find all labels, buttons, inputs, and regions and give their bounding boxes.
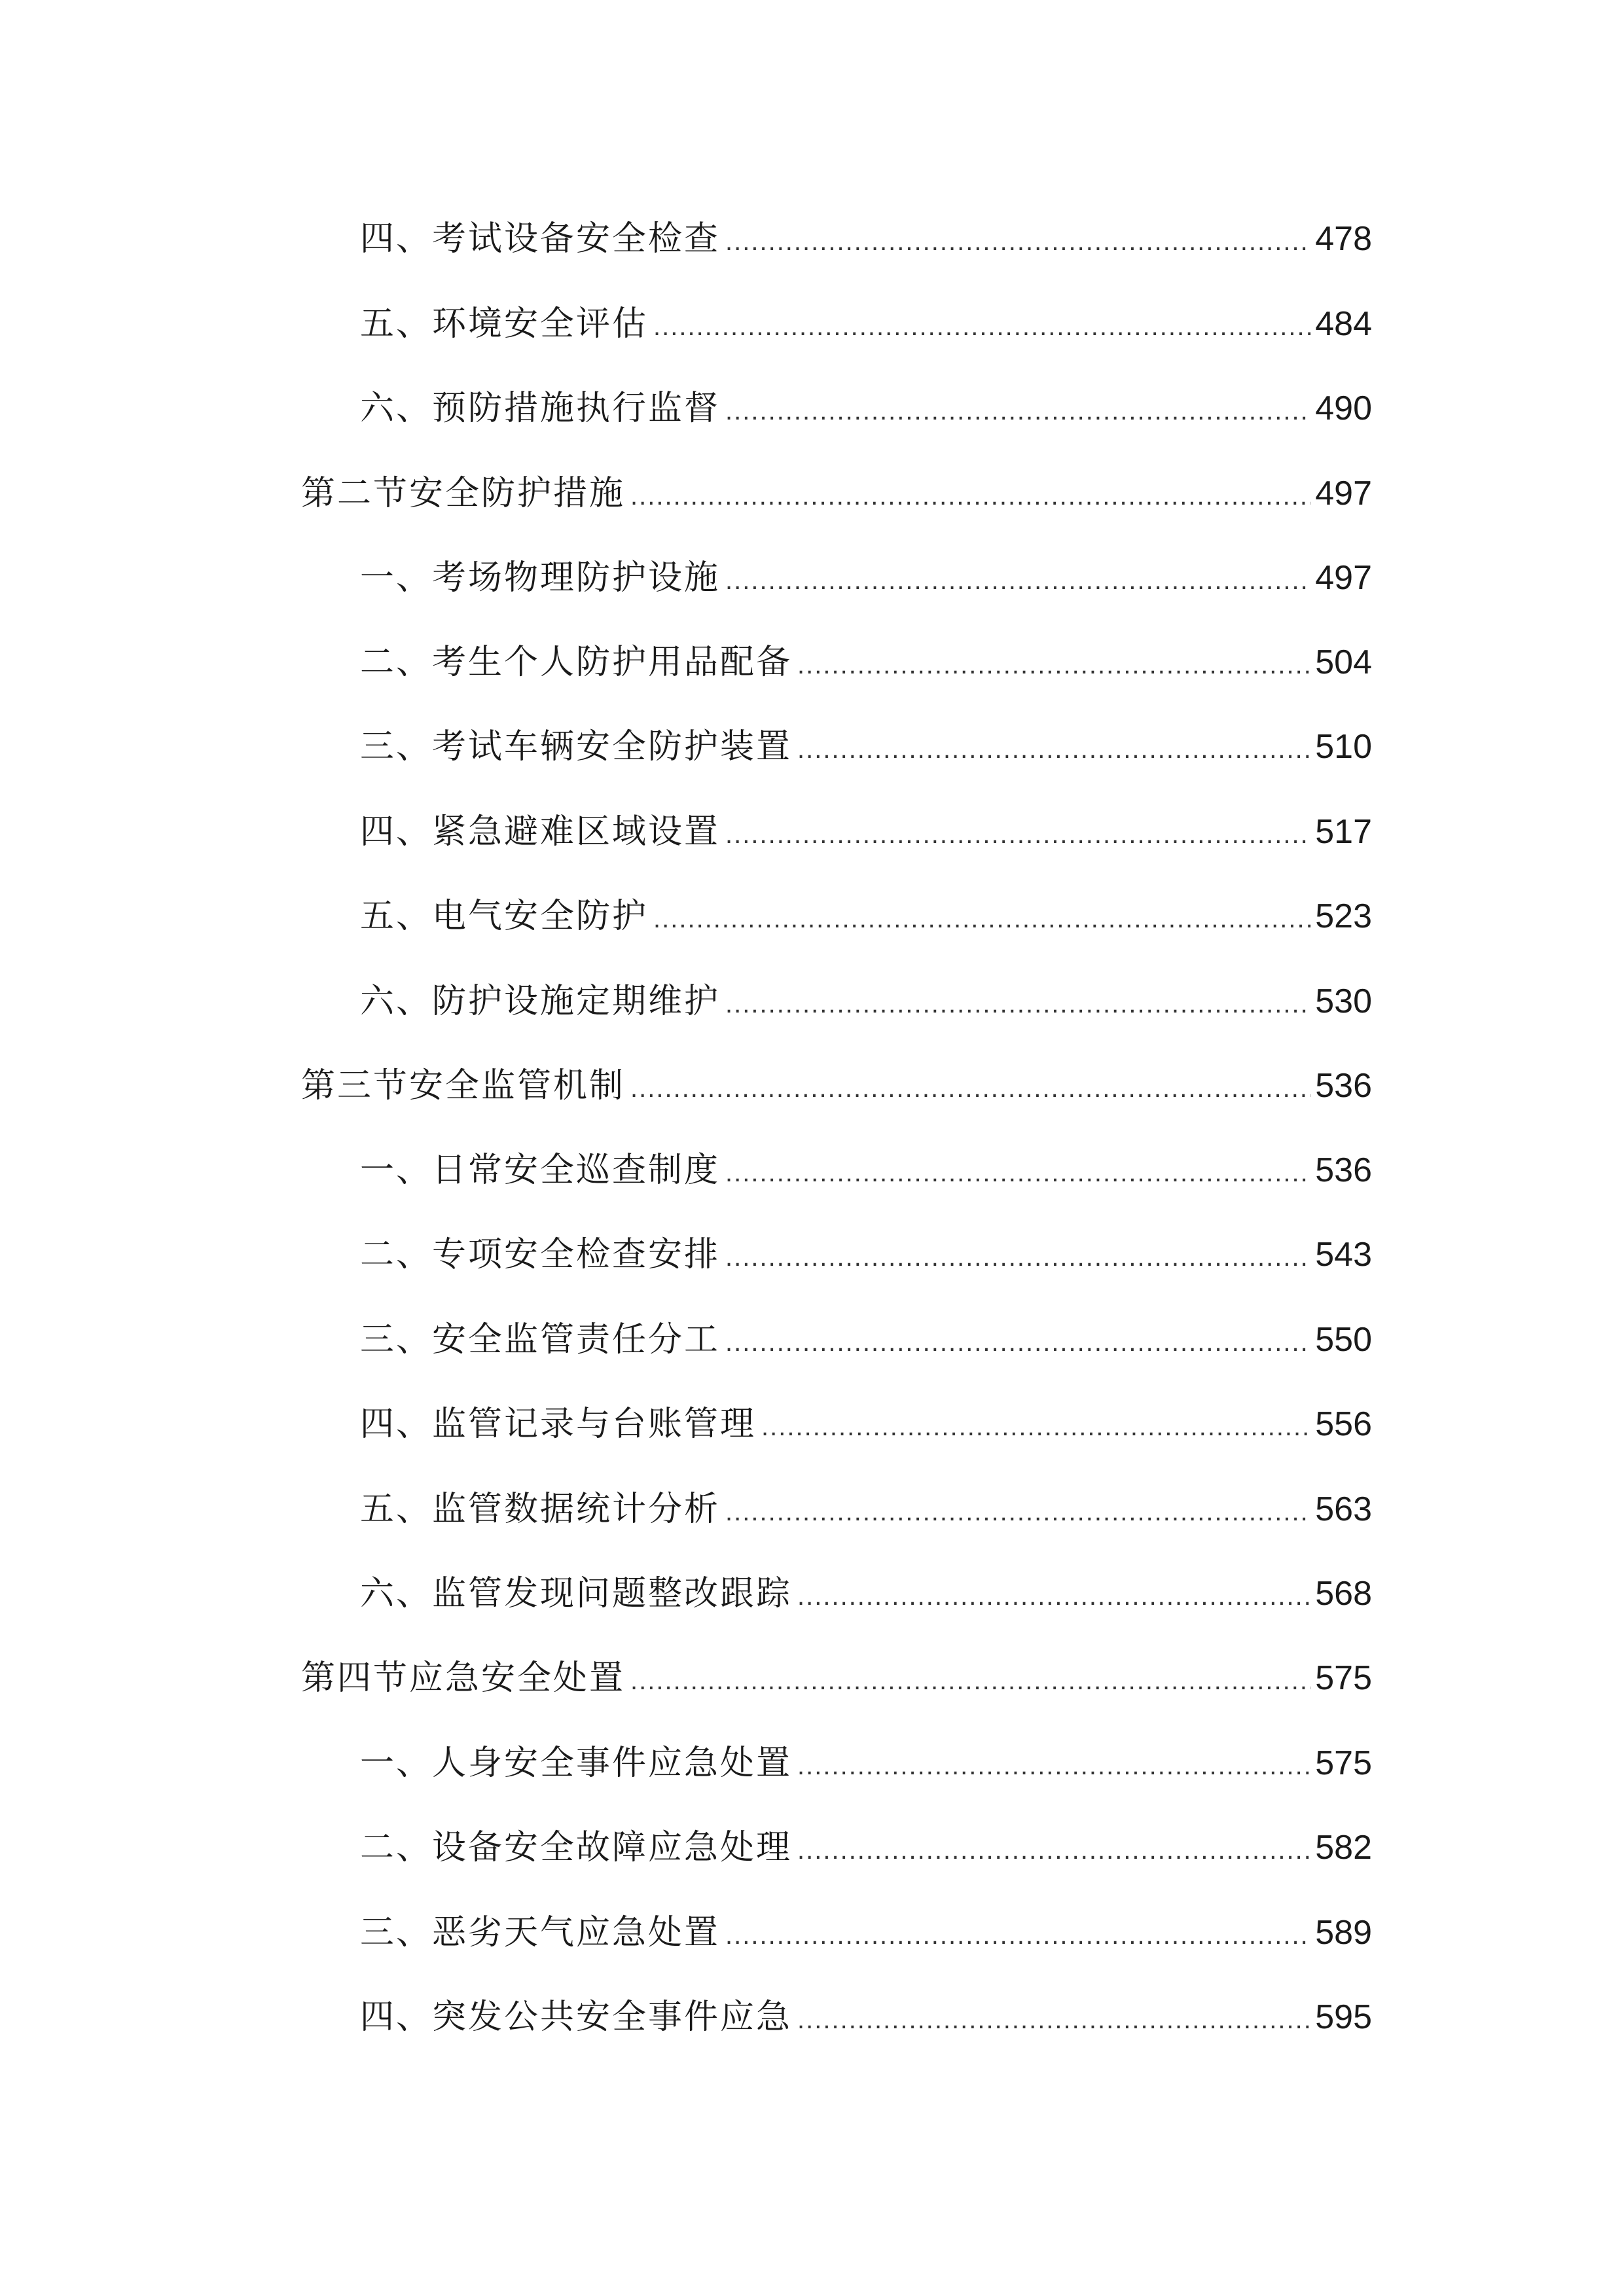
toc-entry-title: 六、预防措施执行监督 — [360, 389, 721, 428]
toc-section-title: 第三节安全监管机制 — [301, 1066, 626, 1105]
toc-entry[interactable] — [360, 298, 1372, 350]
dot-leader — [630, 1062, 1311, 1115]
toc-entry[interactable] — [360, 552, 1372, 604]
toc-entry[interactable] — [360, 1398, 1372, 1450]
toc-page-number: 556 — [1315, 1405, 1372, 1443]
toc-page-number: 497 — [1315, 475, 1372, 512]
dot-leader — [725, 1909, 1311, 1962]
toc-entry[interactable] — [360, 213, 1372, 265]
toc-page-number: 530 — [1315, 982, 1372, 1020]
toc-entry[interactable] — [360, 1229, 1372, 1281]
dot-leader — [797, 1824, 1311, 1876]
toc-page-number: 589 — [1315, 1914, 1372, 1952]
toc-entry[interactable] — [360, 806, 1372, 858]
dot-leader — [725, 1147, 1311, 1199]
toc-entry[interactable] — [360, 890, 1372, 942]
toc-entry-title: 五、电气安全防护 — [360, 897, 649, 936]
toc-entry-title: 二、专项安全检查安排 — [360, 1235, 721, 1274]
toc-page-number: 517 — [1315, 813, 1372, 851]
toc-entry-title: 四、考试设备安全检查 — [360, 219, 721, 259]
dot-leader — [761, 1401, 1311, 1453]
toc-entry-title: 三、考试车辆安全防护装置 — [360, 727, 793, 766]
toc-entry[interactable] — [360, 1568, 1372, 1620]
dot-leader — [797, 1994, 1311, 2046]
dot-leader — [653, 300, 1311, 353]
dot-leader — [797, 723, 1311, 776]
toc-entry-title: 二、考生个人防护用品配备 — [360, 643, 793, 682]
toc-entry[interactable] — [360, 1907, 1372, 1959]
toc-section-entry[interactable] — [301, 1652, 1372, 1704]
toc-entry-title: 三、恶劣天气应急处置 — [360, 1913, 721, 1952]
dot-leader — [725, 1486, 1311, 1538]
toc-entry-title: 四、紧急避难区域设置 — [360, 812, 721, 852]
toc-page-number: 582 — [1315, 1829, 1372, 1867]
toc-page-number: 575 — [1315, 1744, 1372, 1782]
toc-page-number: 575 — [1315, 1659, 1372, 1697]
toc-entry-title: 一、考场物理防护设施 — [360, 558, 721, 598]
toc-section-entry[interactable] — [301, 1060, 1372, 1112]
dot-leader — [630, 1655, 1311, 1707]
dot-leader — [725, 808, 1311, 861]
dot-leader — [797, 639, 1311, 691]
toc-entry-title: 五、监管数据统计分析 — [360, 1490, 721, 1529]
toc-page-number: 478 — [1315, 220, 1372, 258]
toc-page-number: 523 — [1315, 897, 1372, 935]
toc-page-number: 536 — [1315, 1067, 1372, 1105]
toc-entry[interactable] — [360, 1314, 1372, 1366]
dot-leader — [797, 1740, 1311, 1792]
dot-leader — [725, 1316, 1311, 1369]
toc-entry[interactable] — [360, 1483, 1372, 1535]
toc-page-number: 568 — [1315, 1575, 1372, 1613]
dot-leader — [725, 385, 1311, 437]
dot-leader — [725, 1231, 1311, 1283]
dot-leader — [653, 893, 1311, 945]
toc-page-number: 543 — [1315, 1236, 1372, 1274]
dot-leader — [725, 554, 1311, 607]
toc-page-number: 550 — [1315, 1321, 1372, 1359]
toc-page-number: 497 — [1315, 559, 1372, 597]
toc-entry[interactable] — [360, 721, 1372, 773]
toc-entry[interactable] — [360, 1991, 1372, 2043]
toc-page-number: 510 — [1315, 728, 1372, 766]
toc-section-title: 第二节安全防护措施 — [301, 474, 626, 513]
toc-page-number: 563 — [1315, 1490, 1372, 1528]
toc-entry[interactable] — [360, 975, 1372, 1028]
toc-entry-title: 五、环境安全评估 — [360, 304, 649, 344]
dot-leader — [725, 215, 1311, 268]
toc-entry[interactable] — [360, 1737, 1372, 1789]
toc-section-entry[interactable] — [301, 467, 1372, 520]
toc-page-number: 595 — [1315, 1998, 1372, 2036]
toc-entry[interactable] — [360, 636, 1372, 689]
toc-entry-title: 二、设备安全故障应急处理 — [360, 1828, 793, 1867]
toc-section-title: 第四节应急安全处置 — [301, 1659, 626, 1698]
toc-entry-title: 六、防护设施定期维护 — [360, 982, 721, 1021]
toc-page-number: 504 — [1315, 643, 1372, 681]
toc-page-number: 484 — [1315, 305, 1372, 343]
toc-entry-title: 一、人身安全事件应急处置 — [360, 1744, 793, 1783]
toc-entry[interactable] — [360, 1144, 1372, 1196]
toc-entry[interactable] — [360, 1821, 1372, 1874]
dot-leader — [797, 1570, 1311, 1623]
dot-leader — [725, 978, 1311, 1030]
toc-entry[interactable] — [360, 382, 1372, 435]
toc-entry-title: 四、突发公共安全事件应急 — [360, 1998, 793, 2037]
toc-entry-title: 一、日常安全巡查制度 — [360, 1151, 721, 1190]
dot-leader — [630, 470, 1311, 522]
toc-entry-title: 三、安全监管责任分工 — [360, 1320, 721, 1359]
toc-entry-title: 六、监管发现问题整改跟踪 — [360, 1574, 793, 1613]
toc-page-number: 490 — [1315, 389, 1372, 427]
toc-entry-title: 四、监管记录与台账管理 — [360, 1405, 757, 1444]
toc-page-number: 536 — [1315, 1151, 1372, 1189]
